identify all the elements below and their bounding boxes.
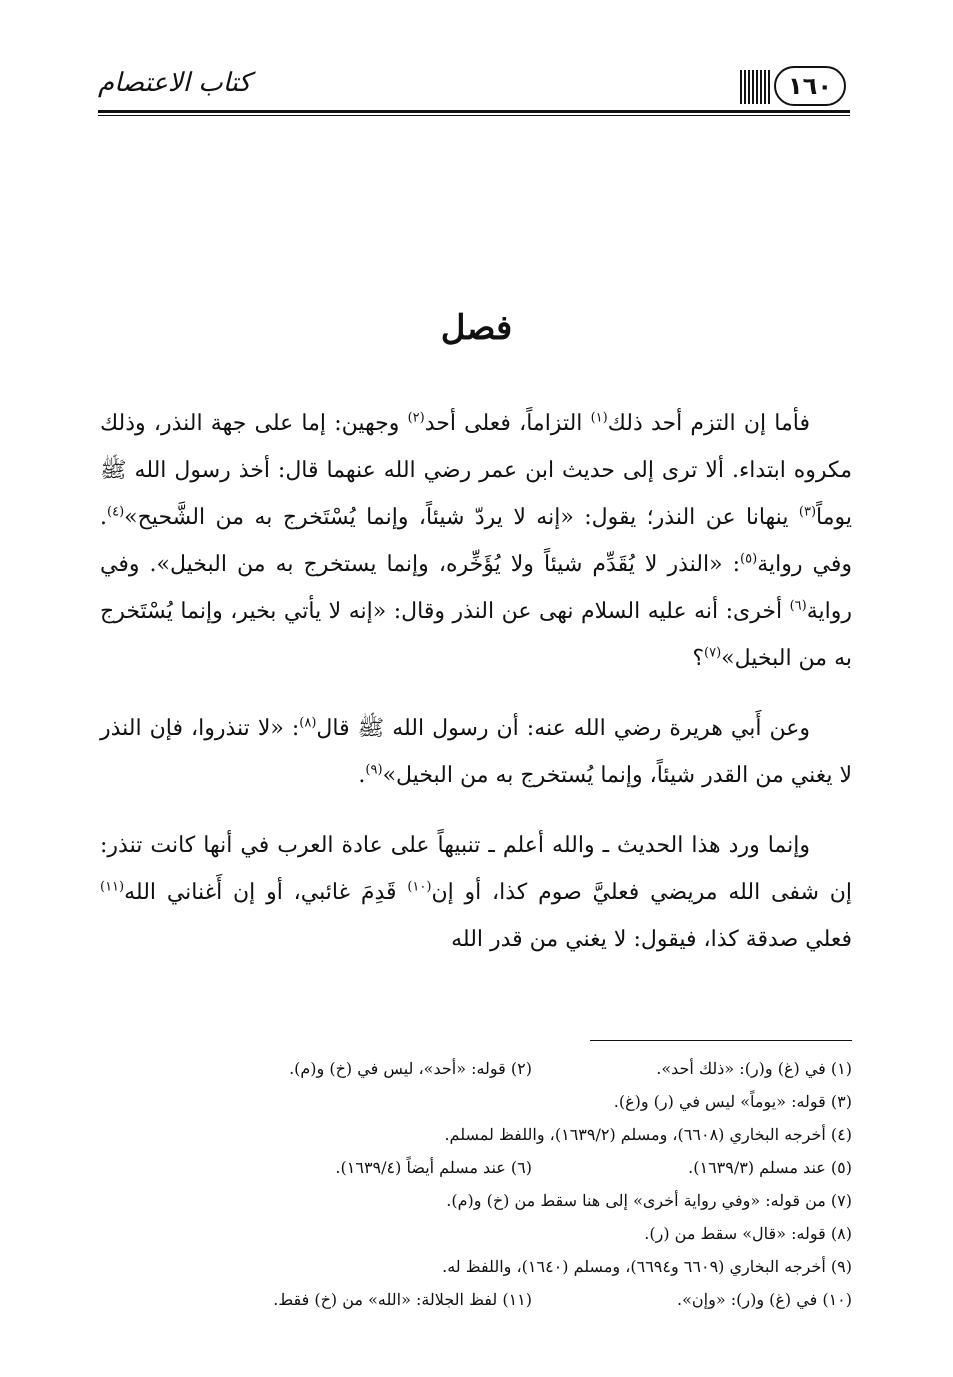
- text-run: ؟: [692, 646, 704, 671]
- paragraph-3: [100, 822, 852, 963]
- text-run: وعن أَبي هريرة رضي الله عنه: أن رسول الله ﷺ قال: [316, 716, 810, 741]
- page-number-badge: [774, 66, 846, 106]
- footnote-ref-3: (٣): [798, 504, 817, 520]
- text-run: وإنما ورد هذا الحديث ـ والله أعلم ـ تنبيهاً على عادة العرب في أنها كانت تنذر: إن شفى الله مريضي فعليَّ صوم كذا، أو إن: [100, 833, 853, 905]
- text-run: التزاماً، فعلى أحد: [424, 411, 591, 436]
- footnote-9: (٩) أخرجه البخاري (٦٦٠٩ و٦٦٩٤)، ومسلم (١٦٤٠)، واللفظ له.: [442, 1257, 852, 1276]
- footnote-11: (١١) لفظ الجلالة: «الله» من (خ) فقط.: [273, 1290, 532, 1309]
- text-run: فعلي صدقة كذا، فيقول: لا يغني من قدر الله: [451, 927, 852, 952]
- footnote-separator: [590, 1040, 852, 1041]
- page-number: ١٦٠: [788, 72, 832, 100]
- footnote-3: (٣) قوله: «يوماً» ليس في (ر) و(غ).: [613, 1092, 852, 1111]
- footnote-ref-5: (٥): [740, 551, 758, 567]
- footnote-ref-8: (٨): [299, 715, 317, 731]
- footnote-row: [130, 1118, 852, 1151]
- text-run: أخرى: أنه عليه السلام نهى عن النذر وقال: «إنه لا يأتي بخير، وإنما يُسْتَخرج به من البخيل»: [100, 599, 852, 671]
- text-run: .: [358, 763, 366, 788]
- section-heading: فصل: [440, 308, 513, 348]
- footnote-5: (٥) عند مسلم (١٦٣٩/٣).: [688, 1158, 852, 1177]
- text-run: وجهين: إما على جهة النذر، وذلك مكروه ابتداء. ألا ترى إلى حديث ابن عمر رضي الله عنهما قال: أخذ رسول الله ﷺ يوماً: [100, 411, 852, 530]
- footnote-ref-2: (٢): [407, 410, 425, 426]
- footnote-row: [130, 1184, 852, 1217]
- footnote-10: (١٠) في (غ) و(ر): «وإن».: [677, 1290, 852, 1309]
- footnote-2: (٢) قوله: «أحد»، ليس في (خ) و(م).: [289, 1059, 532, 1078]
- paragraph-1: [100, 400, 852, 682]
- footnote-ref-10: (١٠): [407, 879, 432, 895]
- page-header: [98, 62, 850, 118]
- footnote-row: [130, 1085, 852, 1118]
- footnote-7: (٧) من قوله: «وفي رواية أخرى» إلى هنا سقط من (خ) و(م).: [446, 1191, 852, 1210]
- running-title: كتاب الاعتصام: [98, 68, 251, 98]
- footnote-1: (١) في (غ) و(ر): «ذلك أحد».: [656, 1059, 852, 1078]
- main-text: [100, 400, 852, 986]
- footnote-6: (٦) عند مسلم أيضاً (١٦٣٩/٤).: [335, 1158, 532, 1177]
- decorative-bars-icon: [740, 70, 770, 104]
- page-number-ornament: [740, 64, 850, 110]
- text-run: فأما إن التزم أحد ذلك: [607, 411, 810, 436]
- footnote-row: [130, 1151, 852, 1184]
- paragraph-2: [100, 705, 852, 799]
- footnote-ref-9: (٩): [365, 762, 383, 778]
- header-rule-thick: [98, 110, 850, 113]
- text-run: : «لا تنذروا، فإن النذر لا يغني من القدر شيئاً، وإنما يُستخرج به من البخيل»: [100, 716, 852, 788]
- footnote-ref-11: (١١): [100, 879, 125, 895]
- footnote-row: [130, 1217, 852, 1250]
- footnote-ref-6: (٦): [789, 598, 807, 614]
- text-run: ينهانا عن النذر؛ يقول: «إنه لا يردّ شيئاً، وإنما يُسْتَخرج به من الشَّحيح»: [124, 505, 799, 530]
- text-run: قَدِمَ غائبي، أو إن أَغناني الله: [124, 880, 408, 905]
- footnote-ref-7: (٧): [704, 645, 722, 661]
- footnote-row: [130, 1052, 852, 1085]
- footnote-4: (٤) أخرجه البخاري (٦٦٠٨)، ومسلم (١٦٣٩/٢)، واللفظ لمسلم.: [444, 1125, 852, 1144]
- footnote-8: (٨) قوله: «قال» سقط من (ر).: [644, 1224, 852, 1243]
- footnotes: [130, 1052, 852, 1316]
- footnote-ref-1: (١): [590, 410, 608, 426]
- header-rule-thin: [98, 115, 850, 116]
- footnote-row: [130, 1250, 852, 1283]
- footnote-ref-4: (٤): [107, 504, 125, 520]
- text-run: . وفي رواية: [100, 505, 852, 577]
- footnote-row: [130, 1283, 852, 1316]
- text-run: : «النذر لا يُقَدِّم شيئاً ولا يُؤَخِّره، وإنما يستخرج به من البخيل». وفي رواية: [100, 552, 852, 624]
